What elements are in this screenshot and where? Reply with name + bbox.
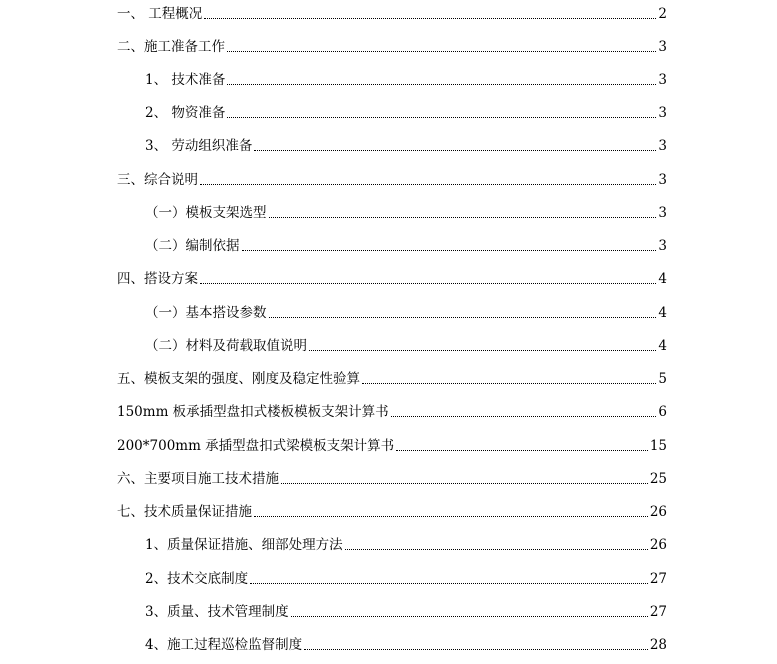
dot-leader: [227, 51, 656, 52]
toc-entry-general-description[interactable]: [117, 166, 667, 188]
toc-entry-beam-calculation[interactable]: [117, 432, 667, 454]
toc-page-number: 25: [649, 471, 667, 487]
toc-page-number: 4: [658, 305, 667, 321]
toc-entry-quality-measures[interactable]: [145, 531, 667, 553]
dot-leader: [362, 383, 656, 384]
toc-page-number: 3: [658, 205, 667, 221]
toc-entry-preparation[interactable]: [117, 33, 667, 55]
toc-entry-slab-calculation[interactable]: [117, 398, 667, 420]
toc-entry-inspection-supervision[interactable]: [145, 631, 667, 653]
dot-leader: [254, 516, 648, 517]
dot-leader: [204, 18, 656, 19]
dot-leader: [304, 649, 648, 650]
toc-entry-materials-loads[interactable]: [145, 332, 667, 354]
toc-entry-text: （二）材料及荷载取值说明: [145, 338, 307, 354]
toc-page-number: 3: [658, 138, 667, 154]
toc-entry-technical-preparation[interactable]: [145, 66, 667, 88]
toc-entry-text: 六、主要项目施工技术措施: [117, 471, 279, 487]
toc-page-number: 2: [658, 6, 667, 22]
toc-entry-text: 2、 物资准备: [145, 105, 226, 121]
toc-entry-text: 200*700mm 承插型盘扣式梁模板支架计算书: [117, 438, 395, 454]
toc-entry-text: 七、技术质量保证措施: [117, 504, 252, 520]
toc-entry-text: 四、搭设方案: [117, 271, 198, 287]
dot-leader: [250, 583, 648, 584]
toc-page-number: 3: [658, 72, 667, 88]
toc-entry-quality-management[interactable]: [145, 598, 667, 620]
dot-leader: [200, 184, 656, 185]
toc-entry-text: 1、 技术准备: [145, 72, 226, 88]
toc-entry-text: 五、模板支架的强度、刚度及稳定性验算: [117, 371, 360, 387]
toc-entry-technical-briefing[interactable]: [145, 565, 667, 587]
toc-entry-text: （一）基本搭设参数: [145, 305, 267, 321]
toc-page-number: 26: [649, 504, 667, 520]
toc-entry-strength-verification[interactable]: [117, 365, 667, 387]
dot-leader: [281, 483, 648, 484]
dot-leader: [291, 616, 648, 617]
toc-page-number: 4: [658, 338, 667, 354]
toc-entry-labor-preparation[interactable]: [145, 132, 667, 154]
toc-entry-compilation-basis[interactable]: [145, 232, 667, 254]
toc-entry-text: 一、 工程概况: [117, 6, 203, 22]
toc-page-number: 15: [649, 438, 667, 454]
dot-leader: [227, 117, 656, 118]
toc-page-number: 3: [658, 39, 667, 55]
toc-page-number: 5: [658, 371, 667, 387]
toc-page-number: 3: [658, 238, 667, 254]
toc-entry-material-preparation[interactable]: [145, 99, 667, 121]
toc-entry-text: 三、综合说明: [117, 172, 198, 188]
toc-page-number: 28: [649, 637, 667, 653]
toc-entry-project-overview[interactable]: [117, 0, 667, 22]
dot-leader: [345, 549, 648, 550]
toc-page-number: 26: [649, 537, 667, 553]
toc-page-number: 27: [649, 571, 667, 587]
toc-page-number: 3: [658, 105, 667, 121]
toc-page-number: 27: [649, 604, 667, 620]
dot-leader: [269, 317, 657, 318]
dot-leader: [242, 250, 657, 251]
toc-entry-text: 1、质量保证措施、细部处理方法: [145, 537, 343, 553]
toc-entry-text: 2、技术交底制度: [145, 571, 249, 587]
toc-entry-formwork-selection[interactable]: [145, 199, 667, 221]
dot-leader: [254, 150, 656, 151]
toc-page-number: 4: [658, 271, 667, 287]
toc-entry-quality-assurance[interactable]: [117, 498, 667, 520]
toc-entry-basic-parameters[interactable]: [145, 299, 667, 321]
dot-leader: [200, 283, 656, 284]
dot-leader: [227, 84, 656, 85]
toc-entry-technical-measures[interactable]: [117, 465, 667, 487]
toc-entry-text: （一）模板支架选型: [145, 205, 267, 221]
toc-entry-text: 二、施工准备工作: [117, 39, 225, 55]
toc-entry-text: 3、 劳动组织准备: [145, 138, 253, 154]
toc-page-number: 3: [658, 172, 667, 188]
toc-entry-text: 150mm 板承插型盘扣式楼板模板支架计算书: [117, 404, 389, 420]
dot-leader: [309, 350, 656, 351]
toc-entry-text: 4、施工过程巡检监督制度: [145, 637, 303, 653]
dot-leader: [269, 217, 657, 218]
toc-entry-text: 3、质量、技术管理制度: [145, 604, 289, 620]
toc-page-number: 6: [658, 404, 667, 420]
toc-entry-text: （二）编制依据: [145, 238, 240, 254]
dot-leader: [396, 450, 648, 451]
dot-leader: [391, 416, 657, 417]
toc-entry-erection-plan[interactable]: [117, 265, 667, 287]
